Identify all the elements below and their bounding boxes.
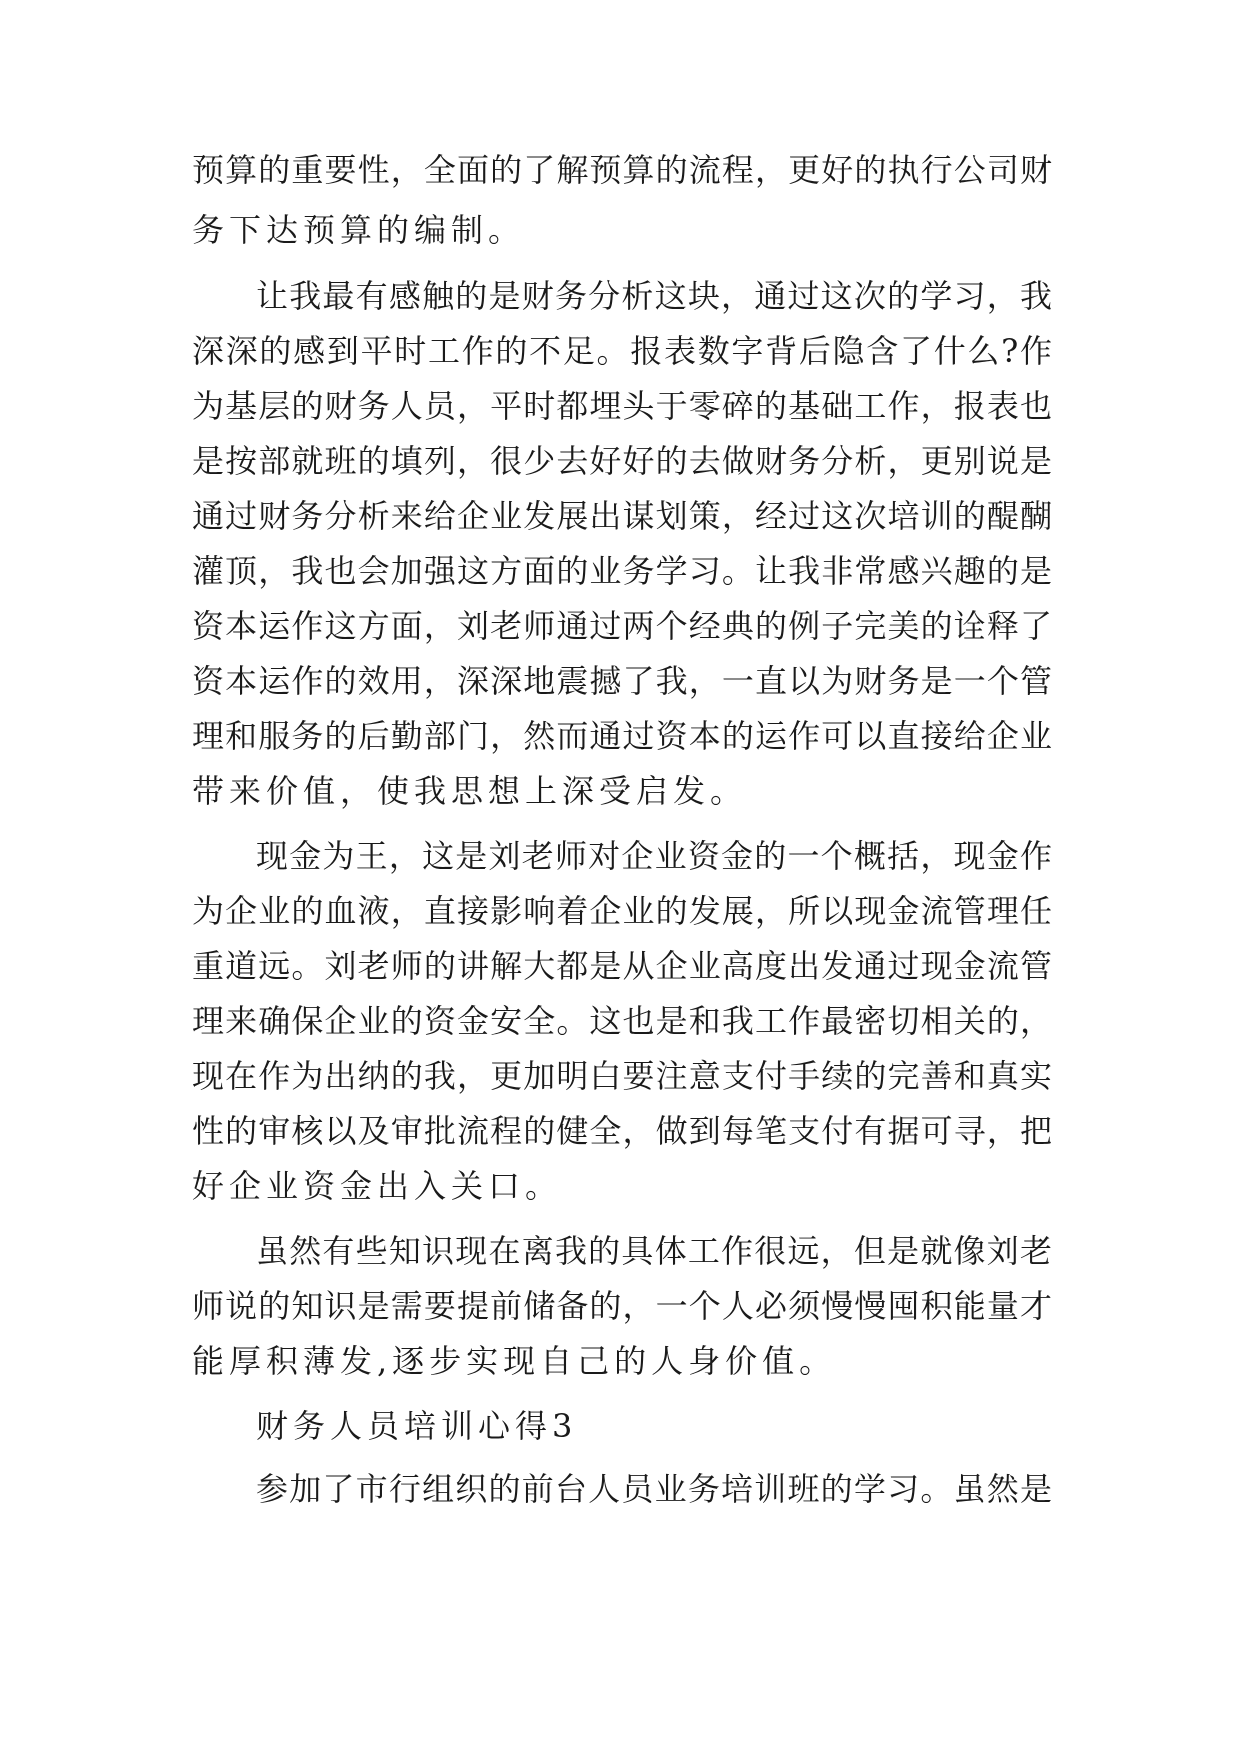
section-heading: 财务人员培训心得3: [256, 1407, 578, 1445]
text-line: 虽然有些知识现在离我的具体工作很远，但是就像刘老: [256, 1232, 1052, 1270]
text-line: 通过财务分析来给企业发展出谋划策，经过这次培训的醍醐: [192, 497, 1052, 535]
text-line: 现在作为出纳的我，更加明白要注意支付手续的完善和真实: [192, 1057, 1052, 1095]
text-line: 为企业的血液，直接影响着企业的发展，所以现金流管理任: [192, 892, 1052, 930]
text-line: 性的审核以及审批流程的健全，做到每笔支付有据可寻，把: [192, 1112, 1052, 1150]
text-line: 务下达预算的编制。: [192, 211, 526, 249]
text-line: 师说的知识是需要提前储备的，一个人必须慢慢囤积能量才: [192, 1287, 1052, 1325]
text-line: 能厚积薄发,逐步实现自己的人身价值。: [192, 1342, 837, 1380]
text-line: 带来价值，使我思想上深受启发。: [192, 772, 748, 810]
text-line: 理和服务的后勤部门，然而通过资本的运作可以直接给企业: [192, 717, 1052, 755]
text-line: 现金为王，这是刘老师对企业资金的一个概括，现金作: [256, 837, 1052, 875]
text-line: 深深的感到平时工作的不足。报表数字背后隐含了什么?作: [192, 332, 1052, 370]
text-line: 好企业资金出入关口。: [192, 1167, 563, 1205]
text-line: 是按部就班的填列，很少去好好的去做财务分析，更别说是: [192, 442, 1052, 480]
text-line: 理来确保企业的资金安全。这也是和我工作最密切相关的，: [192, 1002, 1052, 1040]
text-line: 预算的重要性，全面的了解预算的流程，更好的执行公司财: [192, 151, 1052, 189]
text-line: 资本运作的效用，深深地震撼了我，一直以为财务是一个管: [192, 662, 1052, 700]
text-line: 为基层的财务人员，平时都埋头于零碎的基础工作，报表也: [192, 387, 1052, 425]
text-line: 让我最有感触的是财务分析这块，通过这次的学习，我: [256, 277, 1052, 315]
text-line: 参加了市行组织的前台人员业务培训班的学习。虽然是: [256, 1470, 1052, 1508]
text-line: 灌顶，我也会加强这方面的业务学习。让我非常感兴趣的是: [192, 552, 1052, 590]
text-line: 重道远。刘老师的讲解大都是从企业高度出发通过现金流管: [192, 947, 1052, 985]
text-line: 资本运作这方面，刘老师通过两个经典的例子完美的诠释了: [192, 607, 1052, 645]
